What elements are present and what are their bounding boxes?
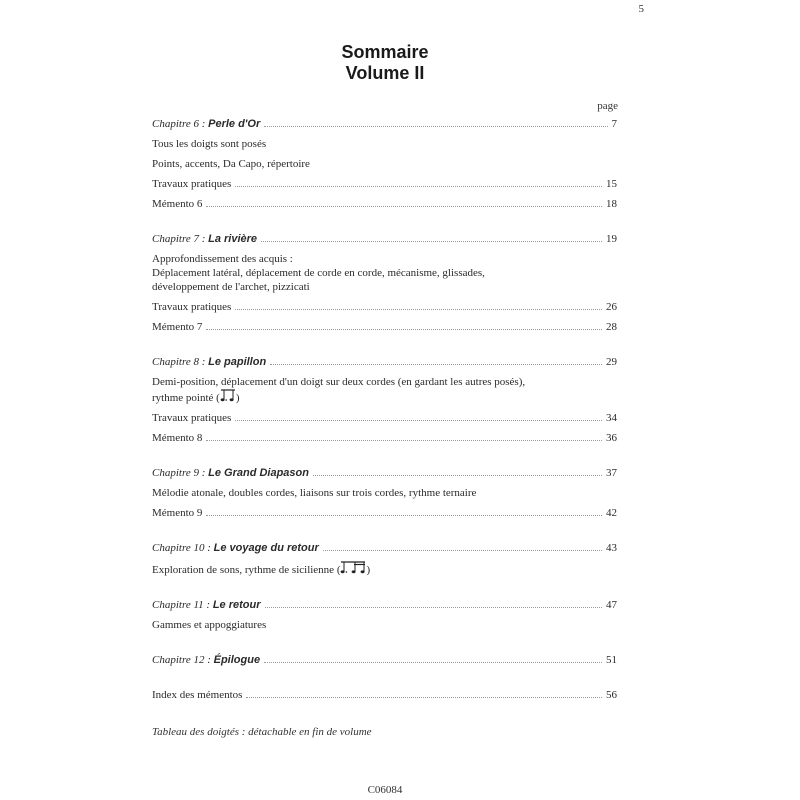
toc-entry-chapter-11[interactable] (152, 598, 617, 612)
chapter-description (152, 375, 617, 405)
dot-leader (264, 653, 602, 663)
description-line: Points, accents, Da Capo, répertoire (152, 158, 310, 170)
catalog-code: C06084 (367, 784, 403, 796)
fingering-table-note: Tableau des doigtés : détachable en fin de volume (152, 726, 372, 738)
page-ref: 43 (606, 542, 617, 554)
chapter-description (152, 486, 617, 500)
chapter-title: La rivière (208, 233, 258, 245)
page-ref: 26 (606, 301, 617, 313)
page-ref: 18 (606, 198, 617, 210)
toc-entry-index[interactable] (152, 688, 617, 702)
page-ref: 15 (606, 178, 617, 190)
entry-label: Mémento 7 (152, 321, 203, 333)
chapter-description (152, 137, 617, 171)
dot-leader (313, 466, 602, 476)
dot-leader (235, 177, 602, 187)
chapter-title: Le voyage du retour (213, 542, 319, 554)
chapter-prefix: Chapitre 6 : (152, 118, 209, 130)
dot-leader (235, 411, 602, 421)
chapter-title: Perle d'Or (208, 118, 261, 130)
description-line: Mélodie atonale, doubles cordes, liaisons sur trois cordes, rythme ternaire (152, 487, 477, 499)
page-ref: 37 (606, 467, 617, 479)
chapter-prefix: Chapitre 11 : (152, 599, 213, 611)
description-line: Gammes et appoggiatures (152, 619, 267, 631)
page-ref: 19 (606, 233, 617, 245)
toc-entry-chapter-8[interactable] (152, 355, 617, 369)
chapter-title: Le retour (212, 599, 261, 611)
toc-entry-travaux-pratiques[interactable] (152, 411, 617, 425)
page-ref: 7 (611, 118, 617, 130)
description-text: Exploration de sons, rythme de sicilienne ( (152, 564, 341, 576)
title-line-1: Sommaire (341, 42, 429, 62)
toc-entry-travaux-pratiques[interactable] (152, 177, 617, 191)
dot-leader (264, 117, 607, 127)
toc-entry-memento[interactable] (152, 197, 617, 211)
page-ref: 29 (606, 356, 617, 368)
chapter-title: Le papillon (208, 356, 267, 368)
toc-entry-memento[interactable] (152, 320, 617, 334)
toc-entry-chapter-7[interactable] (152, 232, 617, 246)
page-column-label: page (597, 100, 618, 112)
page-ref: 42 (606, 507, 617, 519)
description-line: Tous les doigts sont posés (152, 138, 267, 150)
dot-leader (261, 232, 602, 242)
page-ref: 47 (606, 599, 617, 611)
entry-label: Travaux pratiques (152, 412, 232, 424)
dot-leader (265, 598, 603, 608)
title-line-2: Volume II (345, 63, 425, 83)
page-number: 5 (638, 3, 644, 15)
dot-leader (235, 300, 602, 310)
toc-entry-chapter-10[interactable] (152, 541, 617, 555)
chapter-prefix: Chapitre 8 : (152, 356, 209, 368)
dot-leader (206, 320, 602, 330)
description-text: ) (366, 564, 371, 576)
chapter-prefix: Chapitre 7 : (152, 233, 209, 245)
description-text: rythme pointé ( (152, 392, 220, 404)
description-line-rhythm (152, 561, 617, 577)
dot-leader (323, 541, 602, 551)
toc-entry-chapter-6[interactable] (152, 117, 617, 131)
page-ref: 56 (606, 689, 617, 701)
chapter-prefix: Chapitre 9 : (152, 467, 209, 479)
chapter-prefix: Chapitre 10 : (152, 542, 214, 554)
page-ref: 34 (606, 412, 617, 424)
toc-entry-memento[interactable] (152, 431, 617, 445)
chapter-description (152, 561, 617, 577)
entry-label: Mémento 9 (152, 507, 203, 519)
entry-label: Travaux pratiques (152, 301, 232, 313)
page-title (0, 42, 770, 84)
description-line: Demi-position, déplacement d'un doigt sur deux cordes (en gardant les autres posés), (152, 376, 526, 388)
entry-label: Mémento 6 (152, 198, 203, 210)
dotted-rhythm-icon (220, 389, 236, 403)
dot-leader (270, 355, 602, 365)
description-line-rhythm (152, 389, 617, 405)
chapter-description (152, 252, 617, 294)
entry-label: Travaux pratiques (152, 178, 232, 190)
chapter-title: Épilogue (213, 654, 261, 666)
sicilienne-rhythm-icon (340, 561, 366, 575)
toc-entry-travaux-pratiques[interactable] (152, 300, 617, 314)
description-text: ) (235, 392, 240, 404)
page-ref: 28 (606, 321, 617, 333)
description-line: Approfondissement des acquis : (152, 253, 293, 265)
dot-leader (206, 506, 602, 516)
table-of-contents (152, 117, 617, 738)
chapter-prefix: Chapitre 12 : (152, 654, 214, 666)
page-ref: 51 (606, 654, 617, 666)
toc-entry-chapter-12[interactable] (152, 653, 617, 667)
entry-label: Index des mémentos (152, 689, 243, 701)
page-ref: 36 (606, 432, 617, 444)
chapter-description (152, 618, 617, 632)
toc-entry-memento[interactable] (152, 506, 617, 520)
chapter-title: Le Grand Diapason (208, 467, 309, 479)
dot-leader (206, 431, 602, 441)
description-line: Déplacement latéral, déplacement de corde en corde, mécanisme, glissades, (152, 267, 485, 279)
dot-leader (246, 688, 602, 698)
dot-leader (206, 197, 602, 207)
entry-label: Mémento 8 (152, 432, 203, 444)
toc-entry-chapter-9[interactable] (152, 466, 617, 480)
description-line: développement de l'archet, pizzicati (152, 281, 310, 293)
